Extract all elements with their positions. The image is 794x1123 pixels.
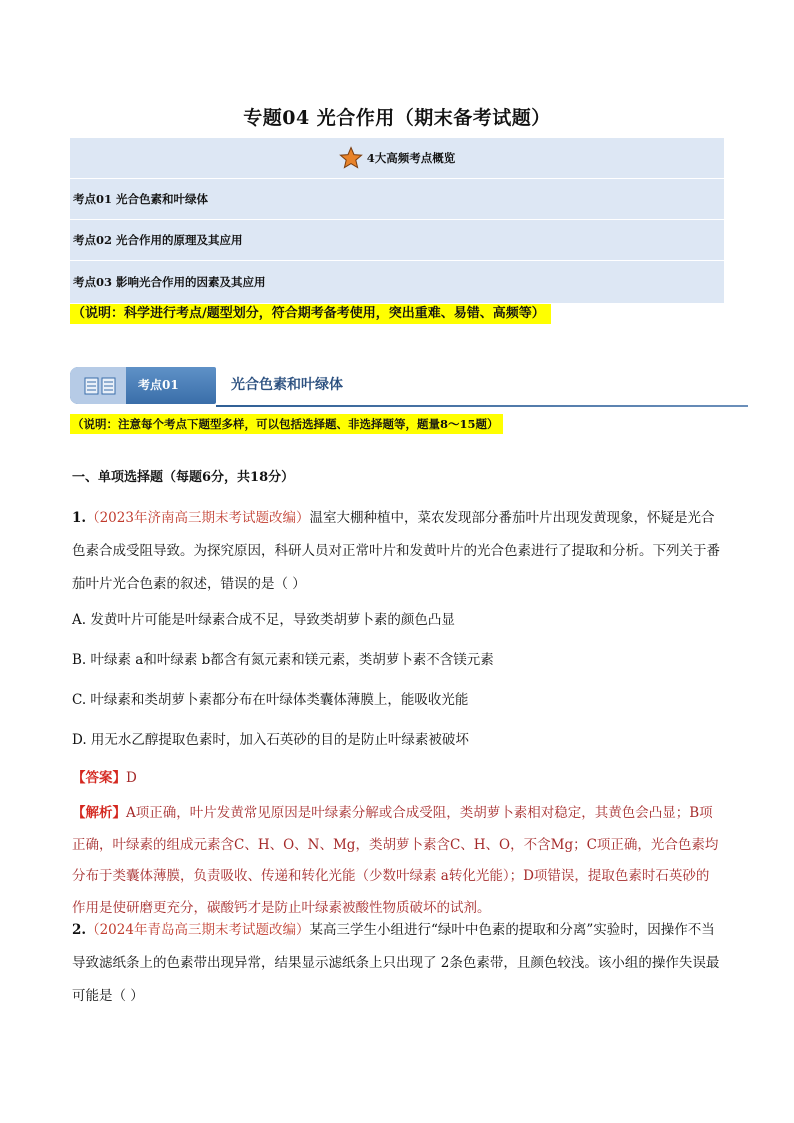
answer (72, 766, 137, 786)
option-b: B. 叶绿素 a和叶绿素 b都含有氮元素和镁元素，类胡萝卜素不含镁元素 (72, 652, 494, 668)
kaodian-label: 考点01 (138, 378, 179, 392)
option-c: C. 叶绿素和类胡萝卜素都分布在叶绿体类囊体薄膜上，能吸收光能 (72, 692, 469, 708)
overview-header-label: 4大高频考点概览 (366, 151, 456, 165)
overview-item: 考点01 光合色素和叶绿体 (70, 179, 724, 220)
overview-item: 考点03 影响光合作用的因素及其应用 (73, 274, 266, 289)
section-heading: 一、单项选择题（每题6分，共18分） (72, 470, 295, 485)
overview-item: 考点02 光合作用的原理及其应用 (70, 220, 724, 261)
option-a: A. 发黄叶片可能是叶绿素合成不足，导致类胡萝卜素的颜色凸显 (72, 612, 455, 628)
option-d: D. 用无水乙醇提取色素时，加入石英砂的目的是防止叶绿素被破坏 (72, 732, 469, 748)
analysis (72, 798, 722, 924)
analysis-text: A项正确，叶片发黄常见原因是叶绿素分解或合成受阻，类胡萝卜素相对稳定，其黄色会凸显；B项正确，叶绿素的组成元素含C、H、O、N、Mg，类胡萝卜素含C、H、O，不含Mg；C项正确，光合色素均分布于类囊体薄膜，负责吸收、传递和转化光能（少数叶绿素 a转化光能）；D项错误，提取色素时石英砂的作用是使研磨更充分，碳酸钙才是防止叶绿素被酸性物质破坏的试剂。 (72, 805, 719, 916)
question-2 (72, 914, 722, 1013)
kaodian-divider (216, 405, 748, 407)
question-source: （2023年济南高三期末考试题改编） (86, 510, 310, 526)
kaodian-title: 光合色素和叶绿体 (231, 377, 343, 393)
book-icon (84, 377, 116, 395)
analysis-tag: 【解析】 (72, 805, 126, 821)
question-source: （2024年青岛高三期末考试题改编） (86, 922, 310, 938)
star-icon (339, 146, 363, 170)
page-title: 专题04 光合作用（期末备考试题） (243, 107, 551, 129)
overview-header (70, 138, 724, 179)
question-number: 1. (72, 510, 87, 526)
answer-tag: 【答案】 (72, 770, 126, 786)
question-stem: 某高三学生小组进行“绿叶中色素的提取和分离”实验时，因操作不当导致滤纸条上的色素带出现异常，结果显示滤纸条上只出现了 2条色素带，且颜色较浅。该小组的操作失误最可能是（ ） (72, 922, 720, 1004)
kaodian-note: （说明：注意每个考点下题型多样，可以包括选择题、非选择题等，题量8～15题） (70, 414, 503, 434)
question-1 (72, 502, 722, 601)
overview-table (70, 138, 724, 303)
question-stem: 温室大棚种植中，菜农发现部分番茄叶片出现发黄现象，怀疑是光合色素合成受阻导致。为探究原因，科研人员对正常叶片和发黄叶片的光合色素进行了提取和分析。下列关于番茄叶片光合色素的叙述，错误的是（ ） (72, 510, 720, 592)
answer-value: D (126, 770, 137, 786)
question-number: 2. (72, 922, 87, 938)
overview-note: （说明：科学进行考点/题型划分，符合期考备考使用，突出重难、易错、高频等） (70, 304, 551, 324)
